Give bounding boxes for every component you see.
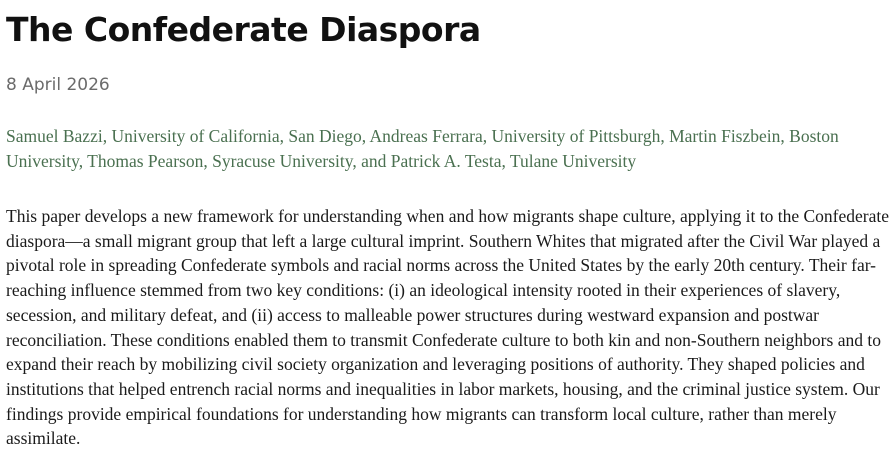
author-list: Samuel Bazzi, University of California, San Diego, Andreas Ferrara, University of Pittsburgh, Martin Fiszbein, Boston University, Thomas Pearson, Syracuse University, and Patrick A. Testa, Tulane University bbox=[6, 126, 839, 171]
publication-date: 8 April 2026 bbox=[6, 75, 110, 95]
page-title: The Confederate Diaspora bbox=[6, 10, 481, 49]
abstract-paragraph: This paper develops a new framework for understanding when and how migrants shape culture, applying it to the Confederate diaspora—a small migrant group that left a large cultural imprint. Southern Whites that migrated after the Civil War played a pivotal role in spreading Confederate symbols and racial norms across the United States by the early 20th century. Their far-reaching influence stemmed from two key conditions: (i) an ideological intensity rooted in their experiences of slavery, secession, and military defeat, and (ii) access to malleable power structures during westward expansion and postwar reconciliation. These conditions enabled them to transmit Confederate culture to both kin and non-Southern neighbors and to expand their reach by mobilizing civil society organization and leveraging positions of authority. They shaped policies and institutions that helped entrench racial norms and inequalities in labor markets, housing, and the criminal justice system. Our findings provide empirical foundations for understanding how migrants can transform local culture, rather than merely assimilate. bbox=[6, 206, 889, 449]
